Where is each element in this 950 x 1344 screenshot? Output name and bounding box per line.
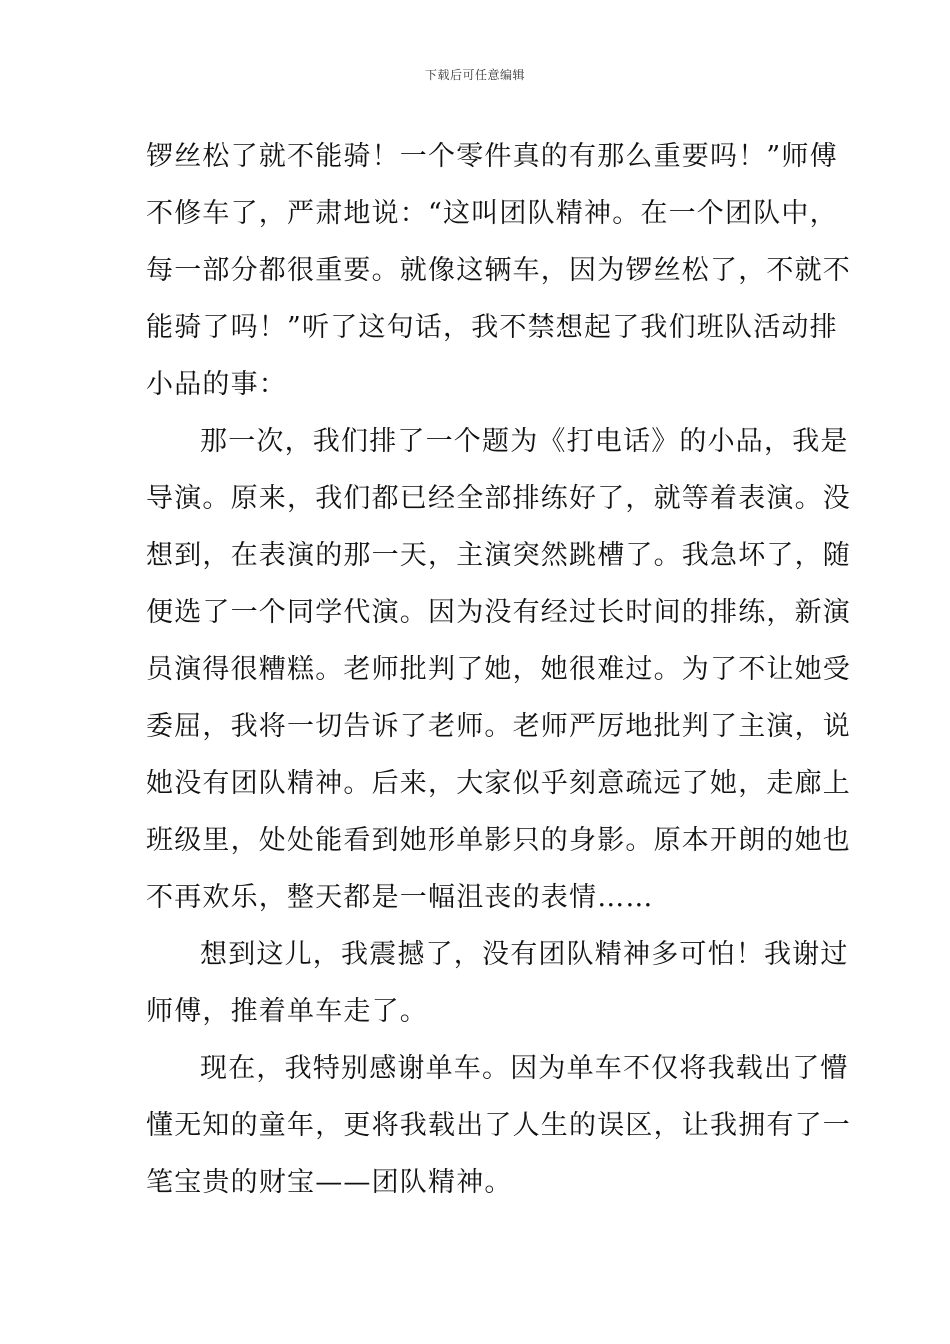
- text-line: 员演得很糟糕。老师批判了她，她很难过。为了不让她受: [146, 654, 851, 685]
- text-line: 想到，在表演的那一天，主演突然跳槽了。我急坏了，随: [146, 540, 851, 571]
- text-line: 委屈，我将一切告诉了老师。老师严厉地批判了主演，说: [146, 711, 851, 742]
- text-line: 师傅，推着单车走了。: [146, 996, 428, 1027]
- document-body: [146, 128, 851, 1211]
- text-line: 笔宝贵的财宝——团队精神。: [146, 1167, 513, 1198]
- text-line: 不再欢乐，整天都是一幅沮丧的表情……: [146, 882, 654, 913]
- text-line: 不修车了，严肃地说：“这叫团队精神。在一个团队中，: [146, 198, 838, 229]
- text-line: 便选了一个同学代演。因为没有经过长时间的排练，新演: [146, 597, 851, 628]
- text-line: 她没有团队精神。后来，大家似乎刻意疏远了她，走廊上: [146, 768, 851, 799]
- text-line: 班级里，处处能看到她形单影只的身影。原本开朗的她也: [146, 825, 851, 856]
- paragraph-first-line: 现在，我特别感谢单车。因为单车不仅将我载出了懵: [200, 1053, 849, 1084]
- text-line: 小品的事：: [146, 369, 287, 400]
- paragraph-first-line: 想到这儿，我震撼了，没有团队精神多可怕！我谢过: [200, 939, 849, 970]
- paragraph-first-line: 那一次，我们排了一个题为《打电话》的小品，我是: [200, 426, 849, 457]
- text-line: 每一部分都很重要。就像这辆车，因为锣丝松了，不就不: [146, 255, 851, 286]
- text-line: 能骑了吗！”听了这句话，我不禁想起了我们班队活动排: [146, 312, 838, 343]
- text-line: 锣丝松了就不能骑！一个零件真的有那么重要吗！”师傅: [146, 141, 838, 172]
- text-line: 导演。原来，我们都已经全部排练好了，就等着表演。没: [146, 483, 851, 514]
- text-line: 懂无知的童年，更将我载出了人生的误区，让我拥有了一: [146, 1110, 851, 1141]
- page-header-note: 下载后可任意编辑: [424, 68, 525, 82]
